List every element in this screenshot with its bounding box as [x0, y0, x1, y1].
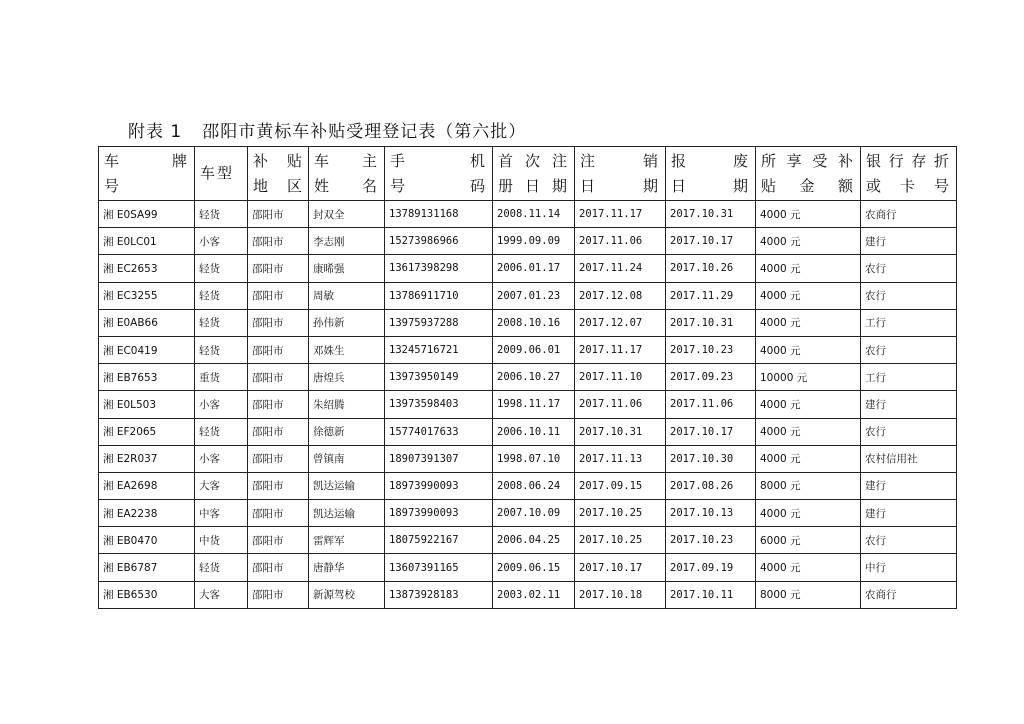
cell-bank-account: 建行 — [861, 500, 957, 527]
cell-cancellation-date: 2017.11.13 — [575, 445, 666, 472]
cell-cancellation-date: 2017.10.25 — [575, 500, 666, 527]
cell-cancellation-date: 2017.11.06 — [575, 228, 666, 255]
column-header-line1: 注 销 — [580, 151, 660, 170]
cell-cancellation-date: 2017.11.17 — [575, 336, 666, 363]
cell-scrap-date: 2017.09.19 — [666, 554, 756, 581]
title-main: 邵阳市黄标车补贴受理登记表（第六批） — [202, 122, 527, 142]
cell-subsidy-region: 邵阳市 — [248, 527, 309, 554]
cell-plate: 湘 E0AB66 — [99, 309, 195, 336]
cell-first-registration-date: 2007.10.09 — [493, 500, 575, 527]
cell-owner-name: 唐煌兵 — [309, 364, 385, 391]
cell-owner-name: 孙伟新 — [309, 309, 385, 336]
cell-subsidy-region: 邵阳市 — [248, 554, 309, 581]
cell-cancellation-date: 2017.09.15 — [575, 472, 666, 499]
cell-owner-name: 凯达运输 — [309, 472, 385, 499]
table-row — [99, 391, 957, 418]
cell-phone: 18907391307 — [385, 445, 493, 472]
cell-vehicle-type: 小客 — [195, 391, 248, 418]
cell-first-registration-date: 2009.06.15 — [493, 554, 575, 581]
cell-first-registration-date: 1999.09.09 — [493, 228, 575, 255]
cell-plate: 湘 EF2065 — [99, 418, 195, 445]
cell-vehicle-type: 轻货 — [195, 282, 248, 309]
cell-scrap-date: 2017.10.17 — [666, 228, 756, 255]
column-header-phone — [385, 147, 493, 201]
cell-phone: 13607391165 — [385, 554, 493, 581]
table-row — [99, 255, 957, 282]
cell-owner-name: 新源驾校 — [309, 581, 385, 608]
table-row — [99, 282, 957, 309]
cell-plate: 湘 E0LC01 — [99, 228, 195, 255]
column-header-line2: 贴金额 — [761, 176, 855, 195]
column-header-line2: 日 期 — [671, 176, 750, 195]
cell-owner-name: 雷辉军 — [309, 527, 385, 554]
cell-subsidy-region: 邵阳市 — [248, 336, 309, 363]
cell-owner-name: 封双全 — [309, 201, 385, 228]
cell-plate: 湘 EB0470 — [99, 527, 195, 554]
header-row — [99, 147, 957, 201]
column-header-owner-name — [309, 147, 385, 201]
cell-subsidy-amount: 4000 元 — [756, 554, 861, 581]
cell-bank-account: 建行 — [861, 472, 957, 499]
table-row — [99, 500, 957, 527]
cell-scrap-date: 2017.10.11 — [666, 581, 756, 608]
table-row — [99, 418, 957, 445]
cell-phone: 15273986966 — [385, 228, 493, 255]
cell-first-registration-date: 1998.07.10 — [493, 445, 575, 472]
cell-vehicle-type: 中客 — [195, 500, 248, 527]
cell-scrap-date: 2017.10.26 — [666, 255, 756, 282]
cell-plate: 湘 EC2653 — [99, 255, 195, 282]
cell-phone: 13789131168 — [385, 201, 493, 228]
cell-scrap-date: 2017.10.23 — [666, 336, 756, 363]
cell-owner-name: 李志刚 — [309, 228, 385, 255]
cell-owner-name: 朱绍腾 — [309, 391, 385, 418]
cell-subsidy-region: 邵阳市 — [248, 391, 309, 418]
page-title — [128, 117, 526, 142]
column-header-line2: 日 期 — [580, 176, 660, 195]
cell-phone: 15774017633 — [385, 418, 493, 445]
cell-first-registration-date: 1998.11.17 — [493, 391, 575, 418]
cell-bank-account: 建行 — [861, 391, 957, 418]
column-header-line1: 车 主 — [314, 151, 379, 170]
cell-subsidy-amount: 4000 元 — [756, 418, 861, 445]
cell-phone: 13973950149 — [385, 364, 493, 391]
cell-first-registration-date: 2006.10.11 — [493, 418, 575, 445]
column-header-line1: 车 牌 — [104, 151, 189, 170]
cell-scrap-date: 2017.10.17 — [666, 418, 756, 445]
column-header-line1: 报 废 — [671, 151, 750, 170]
column-header-cancellation-date — [575, 147, 666, 201]
cell-vehicle-type: 大客 — [195, 472, 248, 499]
cell-owner-name: 周敏 — [309, 282, 385, 309]
cell-vehicle-type: 轻货 — [195, 255, 248, 282]
cell-subsidy-region: 邵阳市 — [248, 228, 309, 255]
cell-bank-account: 农行 — [861, 255, 957, 282]
cell-bank-account: 农商行 — [861, 201, 957, 228]
cell-cancellation-date: 2017.11.24 — [575, 255, 666, 282]
cell-scrap-date: 2017.10.23 — [666, 527, 756, 554]
registration-table — [98, 146, 957, 609]
table-row — [99, 201, 957, 228]
cell-subsidy-amount: 4000 元 — [756, 201, 861, 228]
column-header-first-registration-date — [493, 147, 575, 201]
cell-bank-account: 农行 — [861, 527, 957, 554]
cell-bank-account: 工行 — [861, 309, 957, 336]
cell-subsidy-amount: 4000 元 — [756, 309, 861, 336]
table-row — [99, 472, 957, 499]
cell-subsidy-amount: 4000 元 — [756, 228, 861, 255]
column-header-line1: 补 贴 — [253, 151, 305, 170]
cell-subsidy-region: 邵阳市 — [248, 364, 309, 391]
cell-scrap-date: 2017.11.29 — [666, 282, 756, 309]
cell-vehicle-type: 轻货 — [195, 336, 248, 363]
column-header-line2: 或卡号 — [866, 176, 951, 195]
cell-bank-account: 中行 — [861, 554, 957, 581]
cell-bank-account: 建行 — [861, 228, 957, 255]
cell-first-registration-date: 2006.04.25 — [493, 527, 575, 554]
cell-scrap-date: 2017.09.23 — [666, 364, 756, 391]
cell-phone: 18075922167 — [385, 527, 493, 554]
cell-subsidy-amount: 4000 元 — [756, 500, 861, 527]
column-header-line1: 银行存折 — [866, 151, 951, 170]
cell-subsidy-region: 邵阳市 — [248, 201, 309, 228]
column-header-line2: 号 码 — [390, 176, 487, 195]
cell-bank-account: 工行 — [861, 364, 957, 391]
cell-subsidy-region: 邵阳市 — [248, 282, 309, 309]
cell-vehicle-type: 小客 — [195, 445, 248, 472]
cell-first-registration-date: 2008.06.24 — [493, 472, 575, 499]
title-prefix: 附表 1 — [128, 122, 183, 142]
cell-vehicle-type: 小客 — [195, 228, 248, 255]
table-row — [99, 527, 957, 554]
column-header-subsidy-amount — [756, 147, 861, 201]
column-header-line2: 号 — [104, 176, 122, 195]
cell-owner-name: 曾镇南 — [309, 445, 385, 472]
cell-phone: 13973598403 — [385, 391, 493, 418]
cell-owner-name: 凯达运输 — [309, 500, 385, 527]
cell-phone: 13873928183 — [385, 581, 493, 608]
cell-plate: 湘 EA2238 — [99, 500, 195, 527]
cell-vehicle-type: 轻货 — [195, 554, 248, 581]
cell-plate: 湘 EB6530 — [99, 581, 195, 608]
cell-vehicle-type: 轻货 — [195, 418, 248, 445]
cell-subsidy-region: 邵阳市 — [248, 418, 309, 445]
cell-subsidy-region: 邵阳市 — [248, 472, 309, 499]
cell-bank-account: 农村信用社 — [861, 445, 957, 472]
cell-subsidy-amount: 6000 元 — [756, 527, 861, 554]
table-row — [99, 309, 957, 336]
cell-first-registration-date: 2006.01.17 — [493, 255, 575, 282]
cell-cancellation-date: 2017.11.17 — [575, 201, 666, 228]
table-row — [99, 554, 957, 581]
cell-subsidy-amount: 4000 元 — [756, 445, 861, 472]
cell-owner-name: 康晞强 — [309, 255, 385, 282]
cell-vehicle-type: 轻货 — [195, 201, 248, 228]
cell-bank-account: 农行 — [861, 418, 957, 445]
cell-owner-name: 唐静华 — [309, 554, 385, 581]
cell-bank-account: 农行 — [861, 336, 957, 363]
cell-bank-account: 农商行 — [861, 581, 957, 608]
cell-vehicle-type: 轻货 — [195, 309, 248, 336]
cell-cancellation-date: 2017.10.31 — [575, 418, 666, 445]
column-header-bank-account — [861, 147, 957, 201]
cell-first-registration-date: 2009.06.01 — [493, 336, 575, 363]
column-header-line1: 首次注 — [498, 151, 569, 170]
cell-subsidy-region: 邵阳市 — [248, 445, 309, 472]
cell-plate: 湘 EA2698 — [99, 472, 195, 499]
table-row — [99, 336, 957, 363]
table-row — [99, 581, 957, 608]
cell-cancellation-date: 2017.11.10 — [575, 364, 666, 391]
cell-first-registration-date: 2007.01.23 — [493, 282, 575, 309]
cell-plate: 湘 E0L503 — [99, 391, 195, 418]
cell-subsidy-amount: 4000 元 — [756, 255, 861, 282]
cell-owner-name: 徐德新 — [309, 418, 385, 445]
cell-cancellation-date: 2017.12.07 — [575, 309, 666, 336]
cell-subsidy-amount: 4000 元 — [756, 282, 861, 309]
cell-scrap-date: 2017.11.06 — [666, 391, 756, 418]
table-row — [99, 445, 957, 472]
cell-phone: 18973990093 — [385, 472, 493, 499]
cell-plate: 湘 EB6787 — [99, 554, 195, 581]
column-header-plate — [99, 147, 195, 201]
cell-first-registration-date: 2006.10.27 — [493, 364, 575, 391]
cell-phone: 13245716721 — [385, 336, 493, 363]
cell-plate: 湘 E2R037 — [99, 445, 195, 472]
cell-scrap-date: 2017.08.26 — [666, 472, 756, 499]
column-header-line2: 姓 名 — [314, 176, 379, 195]
column-header-subsidy-region — [248, 147, 309, 201]
cell-vehicle-type: 大客 — [195, 581, 248, 608]
cell-first-registration-date: 2008.11.14 — [493, 201, 575, 228]
cell-cancellation-date: 2017.12.08 — [575, 282, 666, 309]
cell-subsidy-amount: 4000 元 — [756, 391, 861, 418]
cell-plate: 湘 E0SA99 — [99, 201, 195, 228]
cell-phone: 18973990093 — [385, 500, 493, 527]
column-header-line1: 车型 — [200, 164, 235, 182]
cell-scrap-date: 2017.10.31 — [666, 201, 756, 228]
cell-cancellation-date: 2017.10.17 — [575, 554, 666, 581]
table-body — [99, 201, 957, 609]
cell-phone: 13975937288 — [385, 309, 493, 336]
table-row — [99, 228, 957, 255]
column-header-vehicle-type — [195, 147, 248, 201]
cell-subsidy-amount: 4000 元 — [756, 336, 861, 363]
cell-owner-name: 邓姝生 — [309, 336, 385, 363]
column-header-line1: 手 机 — [390, 151, 487, 170]
cell-subsidy-amount: 10000 元 — [756, 364, 861, 391]
cell-phone: 13786911710 — [385, 282, 493, 309]
cell-plate: 湘 EB7653 — [99, 364, 195, 391]
column-header-line2: 地 区 — [253, 176, 305, 195]
cell-plate: 湘 EC3255 — [99, 282, 195, 309]
cell-vehicle-type: 重货 — [195, 364, 248, 391]
cell-cancellation-date: 2017.10.25 — [575, 527, 666, 554]
cell-cancellation-date: 2017.11.06 — [575, 391, 666, 418]
cell-first-registration-date: 2003.02.11 — [493, 581, 575, 608]
cell-subsidy-region: 邵阳市 — [248, 500, 309, 527]
column-header-line1: 所享受补 — [761, 151, 855, 170]
cell-scrap-date: 2017.10.13 — [666, 500, 756, 527]
cell-subsidy-region: 邵阳市 — [248, 309, 309, 336]
table-row — [99, 364, 957, 391]
cell-subsidy-region: 邵阳市 — [248, 255, 309, 282]
cell-subsidy-amount: 8000 元 — [756, 581, 861, 608]
cell-plate: 湘 EC0419 — [99, 336, 195, 363]
column-header-line2: 册日期 — [498, 176, 569, 195]
cell-bank-account: 农行 — [861, 282, 957, 309]
cell-first-registration-date: 2008.10.16 — [493, 309, 575, 336]
cell-scrap-date: 2017.10.31 — [666, 309, 756, 336]
cell-scrap-date: 2017.10.30 — [666, 445, 756, 472]
cell-cancellation-date: 2017.10.18 — [575, 581, 666, 608]
cell-vehicle-type: 中货 — [195, 527, 248, 554]
column-header-scrap-date — [666, 147, 756, 201]
cell-subsidy-region: 邵阳市 — [248, 581, 309, 608]
cell-phone: 13617398298 — [385, 255, 493, 282]
cell-subsidy-amount: 8000 元 — [756, 472, 861, 499]
